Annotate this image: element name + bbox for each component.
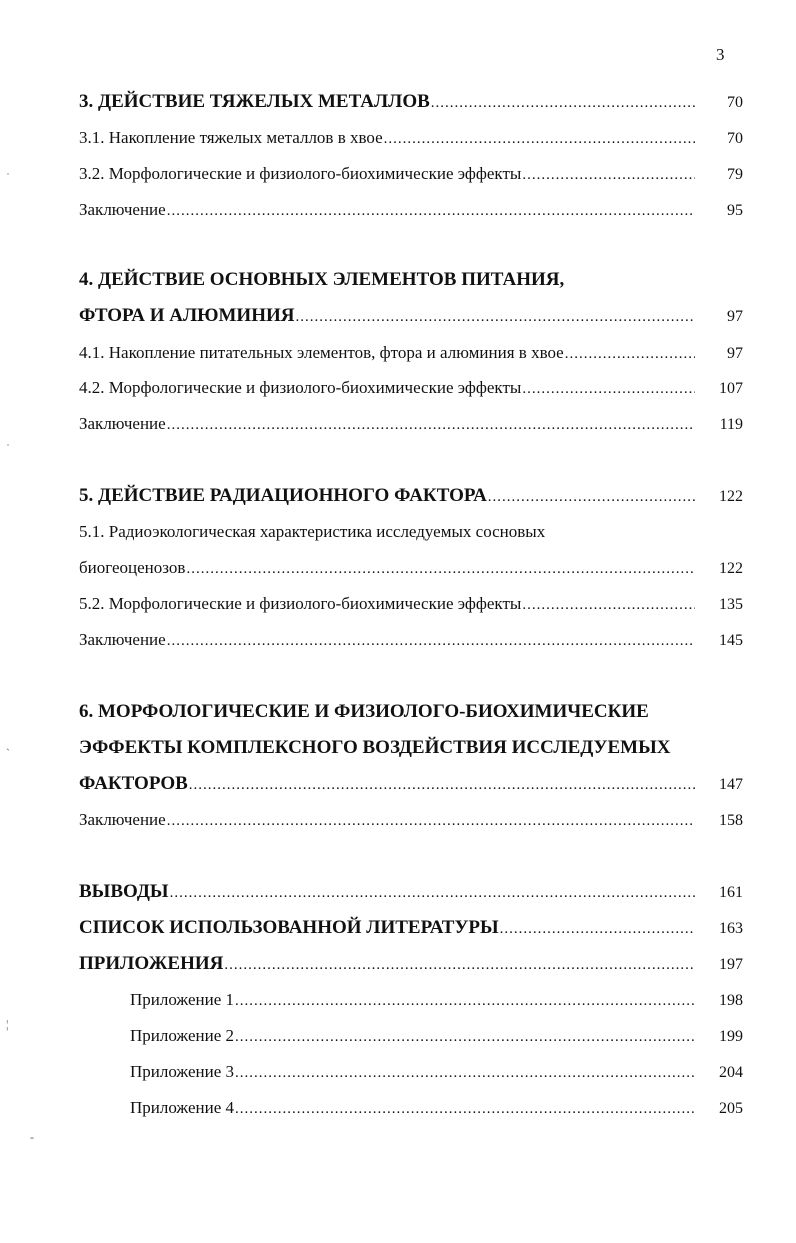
toc-title: ФАКТОРОВ: [79, 773, 188, 794]
dot-leader: [500, 916, 695, 942]
toc-title: Заключение: [79, 630, 166, 649]
dot-leader: [235, 1060, 695, 1086]
toc-entry-appendix-1: [130, 987, 743, 1013]
dot-leader: [167, 412, 695, 438]
dot-leader: [224, 952, 695, 978]
toc-page: 119: [719, 416, 743, 433]
toc-title: Заключение: [79, 414, 166, 433]
toc-entry-section-3: [79, 89, 743, 115]
toc-title: Приложение 4: [130, 1098, 234, 1117]
toc-page: 163: [719, 920, 743, 937]
dot-leader: [189, 772, 695, 798]
toc-entry-appendix-2: [130, 1023, 743, 1049]
toc-entry-4-1: [79, 340, 743, 366]
scan-speck: -: [30, 1130, 34, 1144]
toc-page: 97: [727, 308, 743, 325]
toc-entry-appendices: [79, 951, 743, 977]
toc-page: 205: [719, 1100, 743, 1117]
toc-title: СПИСОК ИСПОЛЬЗОВАННОЙ ЛИТЕРАТУРЫ: [79, 917, 499, 938]
toc-page: 161: [719, 884, 743, 901]
dot-leader: [235, 1096, 695, 1122]
dot-leader: [167, 628, 695, 654]
toc-title: 3. ДЕЙСТВИЕ ТЯЖЕЛЫХ МЕТАЛЛОВ: [79, 91, 430, 112]
toc-entry-appendix-3: [130, 1059, 743, 1085]
dot-leader: [384, 126, 695, 152]
toc-entry-5-conclusion: [79, 627, 743, 653]
dot-leader: [522, 162, 695, 188]
toc-title: 4.1. Накопление питательных элементов, фтора и алюминия в хвое: [79, 343, 564, 362]
toc-page: 158: [719, 812, 743, 829]
toc-title: 3.1. Накопление тяжелых металлов в хвое: [79, 128, 383, 147]
toc-entry-5-1: [79, 555, 743, 581]
toc-title: 5.2. Морфологические и физиолого-биохимические эффекты: [79, 594, 522, 613]
toc-title: Приложение 3: [130, 1062, 234, 1081]
dot-leader: [431, 90, 695, 116]
toc-title: ВЫВОДЫ: [79, 881, 169, 902]
toc-page: 204: [719, 1064, 743, 1081]
toc-entry-conclusions: [79, 879, 743, 905]
toc-page: 122: [719, 488, 743, 505]
toc-page: 70: [727, 94, 743, 111]
dot-leader: [167, 808, 695, 834]
dot-leader: [522, 376, 695, 402]
toc-heading-section-6-line1: 6. МОРФОЛОГИЧЕСКИЕ И ФИЗИОЛОГО-БИОХИМИЧЕСКИЕ: [79, 701, 649, 722]
toc-entry-3-2: [79, 161, 743, 187]
dot-leader: [186, 556, 695, 582]
toc-entry-5-2: [79, 591, 743, 617]
scan-speck: ˙: [6, 170, 10, 184]
toc-title: ПРИЛОЖЕНИЯ: [79, 953, 224, 974]
toc-page: 70: [727, 130, 743, 147]
toc-entry-5-1-line1: 5.1. Радиоэкологическая характеристика исследуемых сосновых: [79, 522, 546, 541]
toc-entry-4-conclusion: [79, 411, 743, 437]
page-number: 3: [716, 45, 725, 64]
toc-entry-section-4: [79, 303, 743, 329]
dot-leader: [296, 304, 696, 330]
dot-leader: [522, 592, 695, 618]
toc-entry-section-6: [79, 771, 743, 797]
toc-page: 79: [727, 166, 743, 183]
scan-speck: ¦: [6, 1017, 9, 1031]
toc-entry-section-5: [79, 483, 743, 509]
toc-entry-references: [79, 915, 743, 941]
toc-title: Заключение: [79, 200, 166, 219]
toc-page: 97: [727, 345, 743, 362]
toc-title: Заключение: [79, 810, 166, 829]
toc-entry-4-2: [79, 375, 743, 401]
toc-page: 197: [719, 956, 743, 973]
dot-leader: [488, 484, 695, 510]
dot-leader: [235, 1024, 695, 1050]
toc-entry-6-conclusion: [79, 807, 743, 833]
scan-speck: ˏ: [6, 737, 10, 751]
toc-page: 95: [727, 202, 743, 219]
toc-title: Приложение 2: [130, 1026, 234, 1045]
scan-speck: ˙: [6, 441, 10, 455]
toc-title: 3.2. Морфологические и физиолого-биохимические эффекты: [79, 164, 522, 183]
toc-title: 5. ДЕЙСТВИЕ РАДИАЦИОННОГО ФАКТОРА: [79, 485, 487, 506]
toc-page: 145: [719, 632, 743, 649]
toc-page: 199: [719, 1028, 743, 1045]
dot-leader: [565, 341, 695, 367]
toc-page: 122: [719, 560, 743, 577]
dot-leader: [167, 198, 695, 224]
toc-title: 4.2. Морфологические и физиолого-биохимические эффекты: [79, 378, 522, 397]
toc-entry-3-1: [79, 125, 743, 151]
toc-heading-section-4-line1: 4. ДЕЙСТВИЕ ОСНОВНЫХ ЭЛЕМЕНТОВ ПИТАНИЯ,: [79, 269, 565, 290]
toc-title: ФТОРА И АЛЮМИНИЯ: [79, 305, 295, 326]
toc-page: 147: [719, 776, 743, 793]
toc-title: Приложение 1: [130, 990, 234, 1009]
toc-heading-section-6-line2: ЭФФЕКТЫ КОМПЛЕКСНОГО ВОЗДЕЙСТВИЯ ИССЛЕДУЕМЫХ: [79, 737, 671, 758]
toc-page: 135: [719, 596, 743, 613]
toc-entry-3-conclusion: [79, 197, 743, 223]
toc-entry-appendix-4: [130, 1095, 743, 1121]
toc-page: 107: [719, 380, 743, 397]
dot-leader: [170, 880, 695, 906]
toc-page: 198: [719, 992, 743, 1009]
toc-title: биогеоценозов: [79, 558, 186, 577]
dot-leader: [235, 988, 695, 1014]
